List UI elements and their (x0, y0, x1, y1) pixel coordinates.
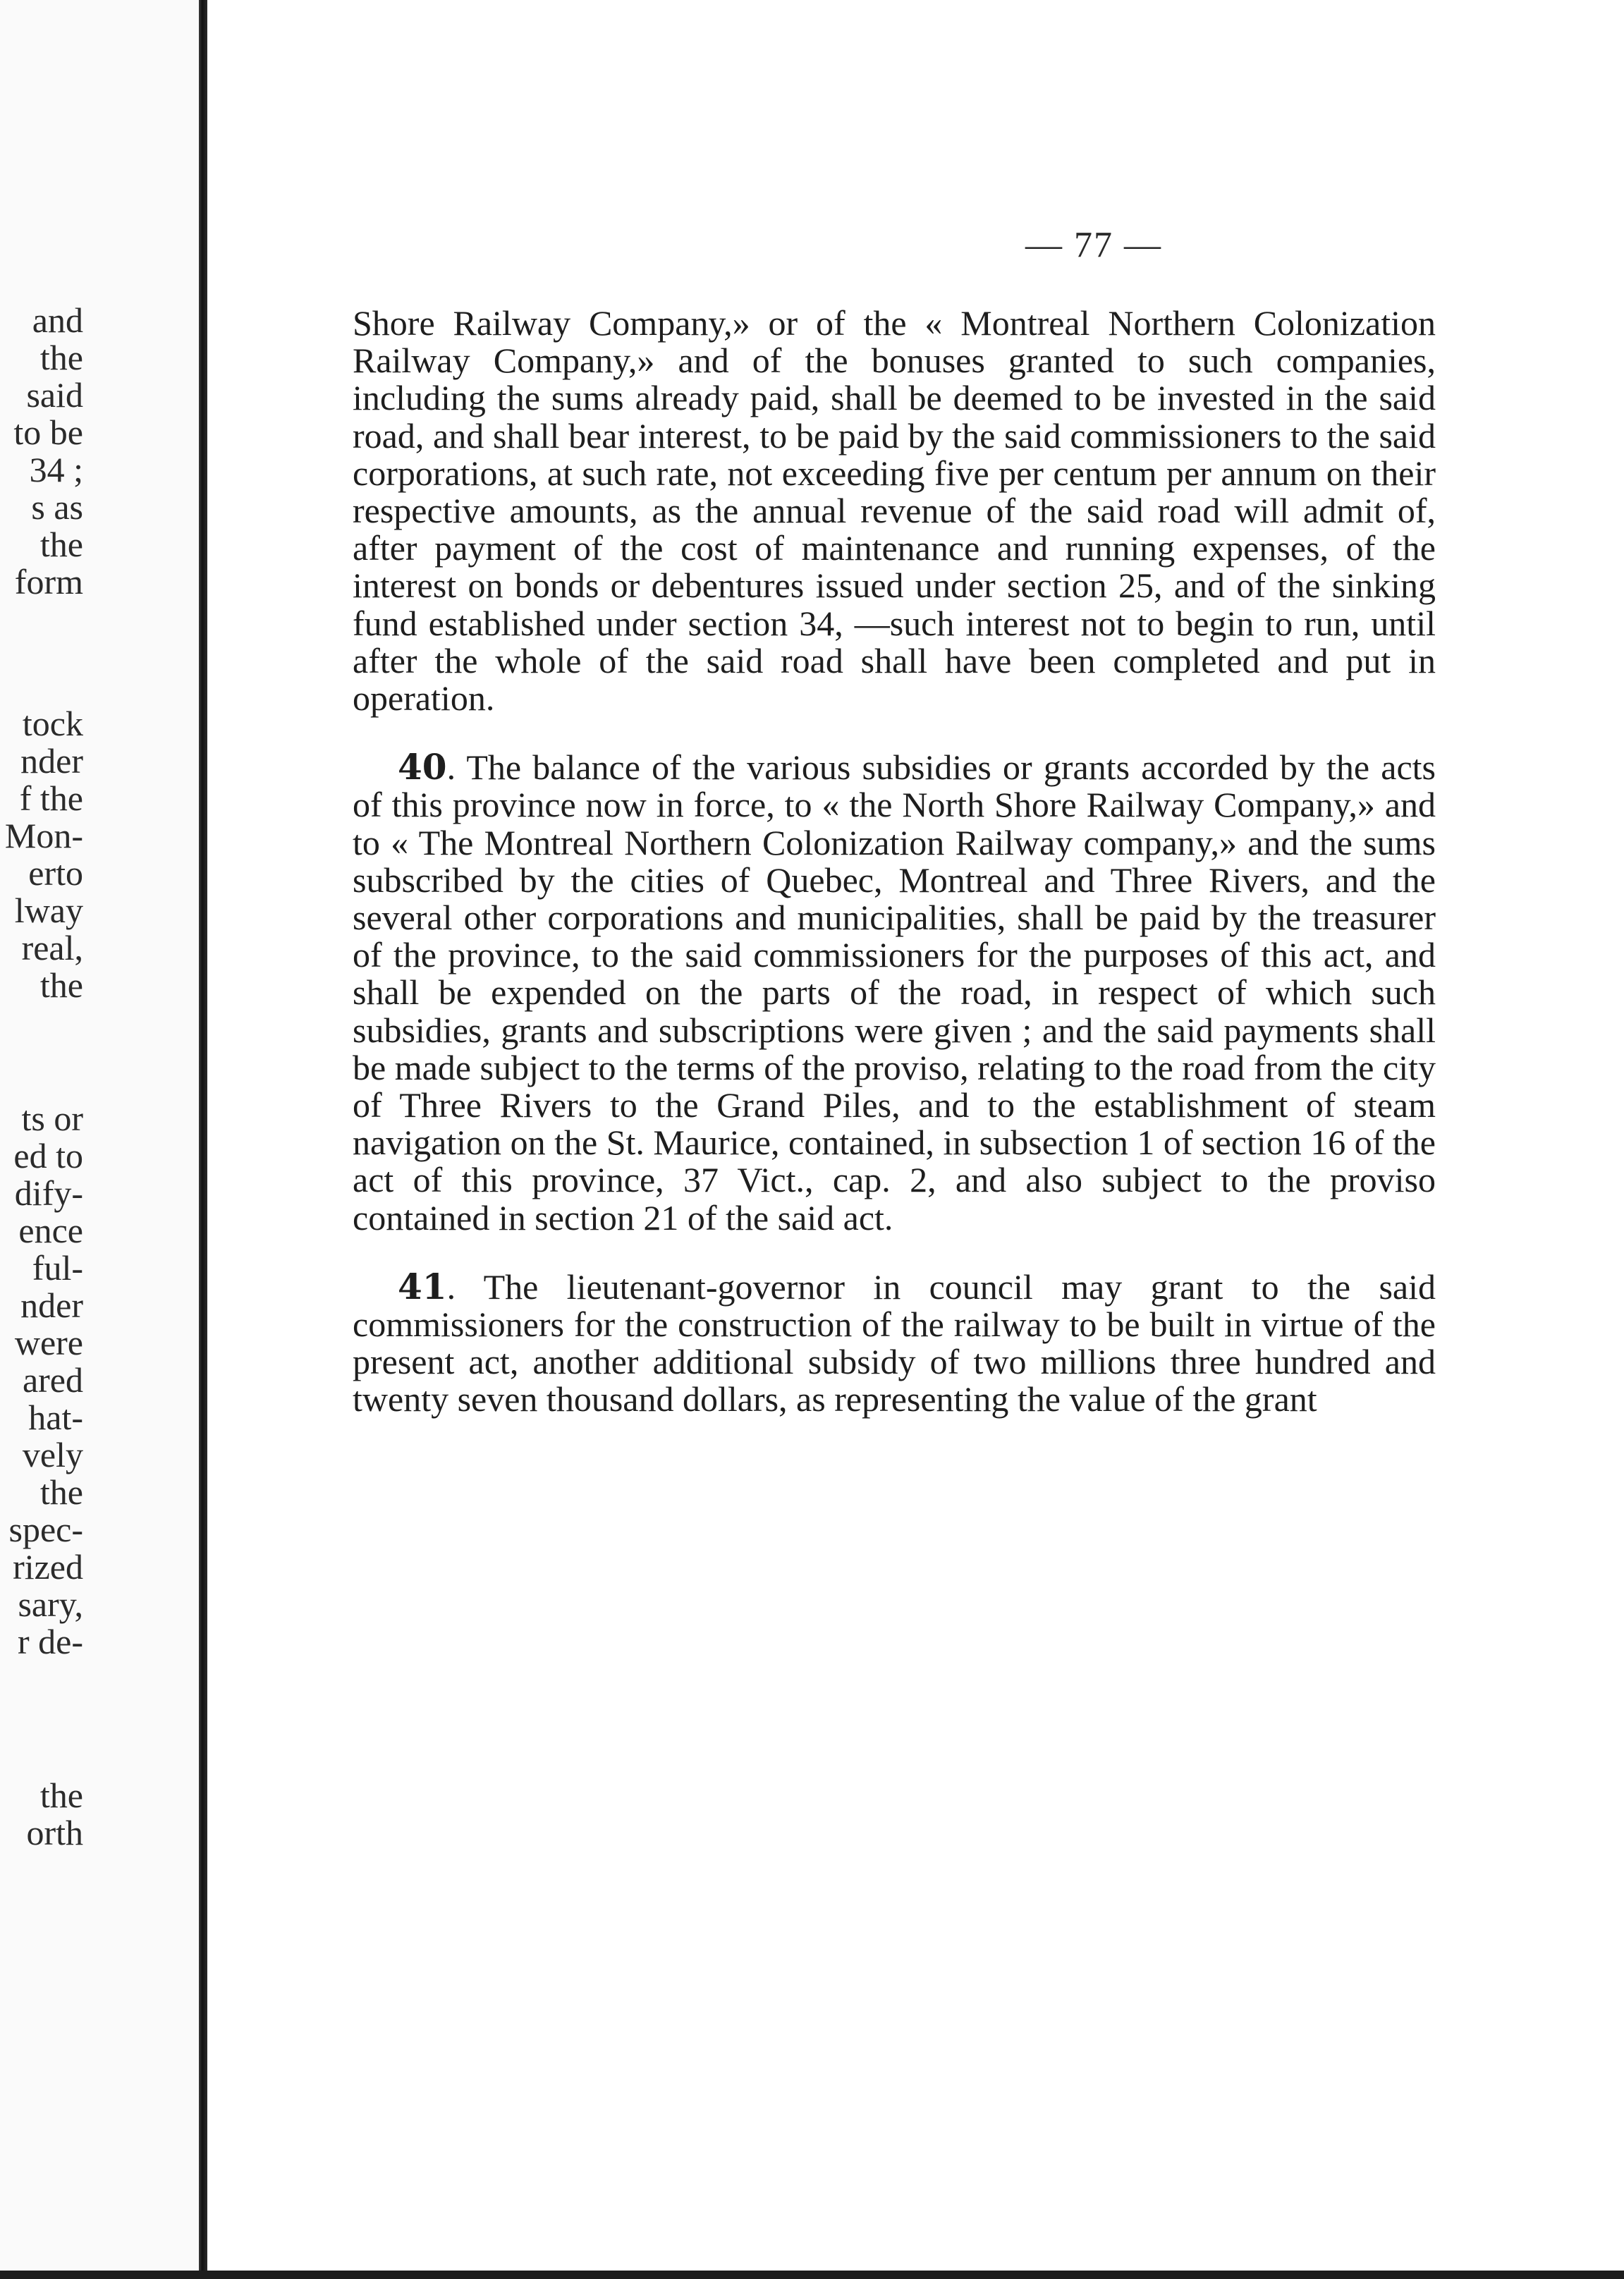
left-fragment: Mon- (4, 816, 83, 855)
section-number: 41 (398, 1265, 447, 1307)
left-fragment: vely (22, 1435, 83, 1474)
left-fragment: ared (22, 1360, 83, 1400)
left-page-fragments-2 (0, 705, 83, 1004)
left-fragment: to be (13, 413, 83, 452)
page-number: — 77 — (1025, 225, 1162, 265)
left-fragment: orth (26, 1813, 83, 1852)
left-fragment: ence (18, 1211, 83, 1250)
paragraph-section-41 (353, 1265, 1436, 1419)
left-fragment: were (14, 1323, 83, 1362)
left-fragment: ful- (32, 1248, 83, 1288)
left-fragment: the (39, 1776, 83, 1815)
left-fragment: r de- (18, 1622, 83, 1661)
left-fragment: ts or (21, 1099, 83, 1138)
paragraph-continued (353, 305, 1436, 717)
paragraph-text: . The lieutenant-governor in council may grant to the said commissioners for the construction of the railway to be built in virtue of the present act, another additional subsidy of two millions three hundred and twenty seven thousand dollars, as representing the value of the grant (353, 1266, 1436, 1419)
book-spine (199, 0, 207, 2279)
left-fragment: lway (14, 891, 83, 930)
left-fragment: nder (20, 741, 83, 781)
body-text (353, 305, 1436, 1419)
paragraph-section-40 (353, 748, 1436, 1237)
left-fragment: hat- (28, 1398, 83, 1437)
left-page-fragments-3 (0, 1100, 83, 1661)
left-fragment: and (32, 300, 83, 340)
section-number: 40 (398, 746, 447, 788)
left-fragment: nder (20, 1285, 83, 1325)
paragraph-text: Shore Railway Company,» or of the « Montreal Northern Colonization Railway Company,» and of the bonuses granted to such companies, including the sums already paid, shall be deemed to be invested in the said road, and shall bear interest, to be paid by the said commissioners to the said corporations, at such rate, not exceeding five per centum per annum on their respective amounts, as the annual revenue of the said road will admit of, after payment of the cost of maintenance and running expenses, of the interest on bonds or debentures issued under section 25, and of the sinking fund established under section 34, —such interest not to begin to run, until after the whole of the said road shall have been completed and put in operation. (353, 303, 1436, 719)
left-fragment: sary, (18, 1584, 83, 1624)
left-fragment: rized (13, 1547, 83, 1587)
left-fragment: the (39, 965, 83, 1005)
left-fragment: 34 ; (29, 450, 83, 489)
left-fragment: form (14, 562, 83, 601)
left-fragment: spec- (8, 1510, 83, 1549)
facing-page-left (0, 0, 199, 2279)
left-page-fragments-4 (0, 1777, 83, 1852)
page-bottom-edge (0, 2271, 1624, 2279)
left-fragment: erto (28, 853, 83, 893)
paragraph-text: . The balance of the various subsidies or grants accorded by the acts of this province now in force, to « the North Shore Railway Company,» and to « The Montreal Northern Colonization Railway company,» and the sums subscribed by the cities of Quebec, Montreal and Three Rivers, and the several other corporations and municipalities, shall be paid by the treasurer of the province, to the said commissioners for the purposes of this act, and shall be expended on the parts of the road, in respect of which such subsidies, grants and subscriptions were given ; and the said payments shall be made subject to the terms of the proviso, relating to the road from the city of Three Rivers to the Grand Piles, and to the establishment of steam navigation on the St. Maurice, contained, in subsection 1 of section 16 of the act of this province, 37 Vict., cap. 2, and also subject to the proviso contained in section 21 of the said act. (353, 747, 1436, 1238)
page-right (207, 0, 1624, 2271)
left-fragment: f the (19, 778, 83, 818)
left-fragment: s as (31, 487, 83, 527)
left-page-fragments-1 (0, 302, 83, 601)
left-fragment: dify- (14, 1173, 83, 1213)
left-fragment: the (39, 525, 83, 564)
left-fragment: said (26, 375, 83, 415)
left-fragment: tock (22, 704, 83, 743)
left-fragment: the (39, 1472, 83, 1512)
left-fragment: the (39, 338, 83, 377)
left-fragment: real, (21, 928, 83, 967)
left-fragment: ed to (13, 1136, 83, 1175)
